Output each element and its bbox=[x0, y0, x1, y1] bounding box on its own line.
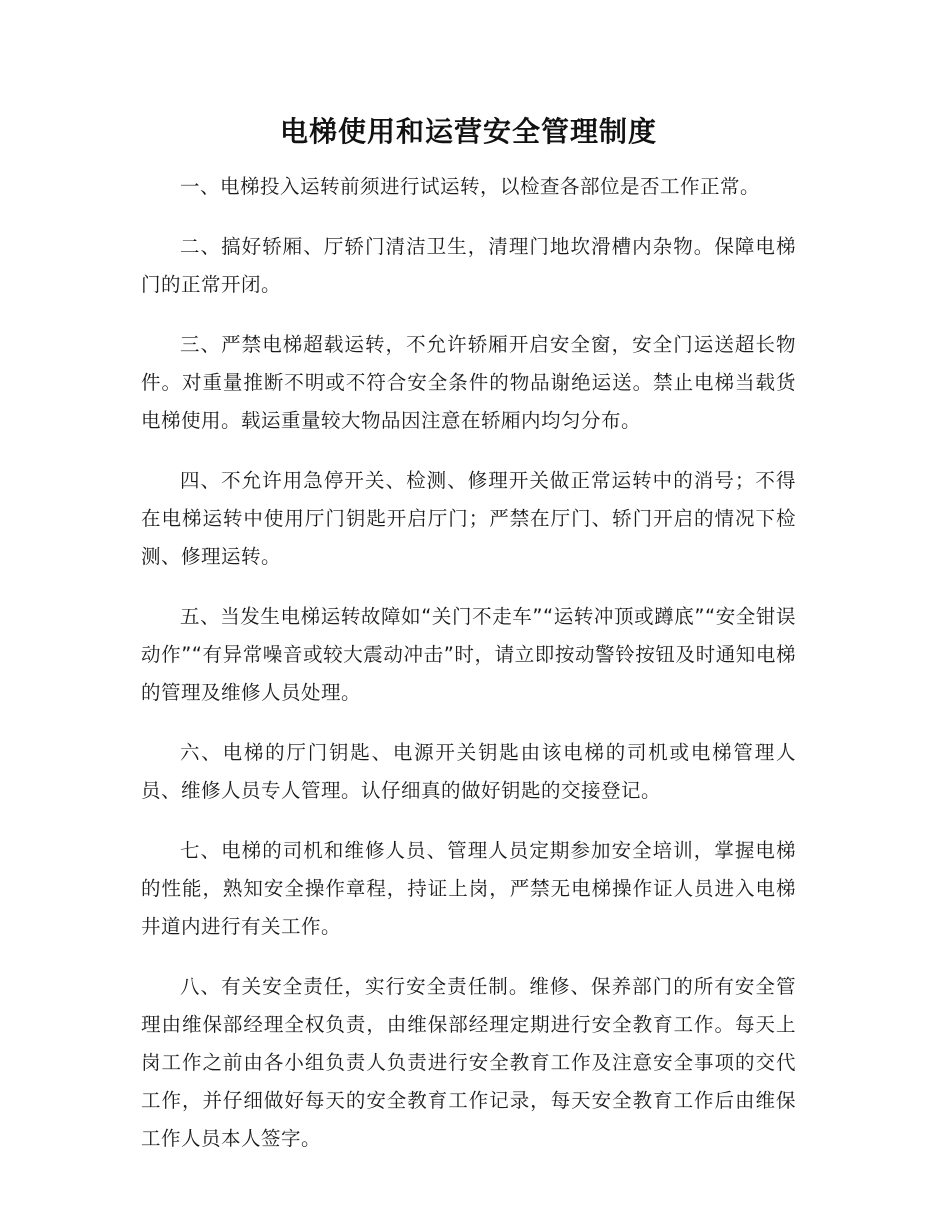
clause-6: 六、电梯的厅门钥匙、电源开关钥匙由该电梯的司机或电梯管理人员、维修人员专人管理。认仔细真的做好钥匙的交接登记。 bbox=[141, 741, 796, 802]
clause-8: 八、有关安全责任，实行安全责任制。维修、保养部门的所有安全管理由维保部经理全权负责，由维保部经理定期进行安全教育工作。每天上岗工作之前由各小组负责人负责进行安全教育工作及注意安全事项的交代工作，并仔细做好每天的安全教育工作记录，每天安全教育工作后由维保工作人员本人签字。 bbox=[141, 975, 796, 1150]
clause-1: 一、电梯投入运转前须进行试运转，以检查各部位是否工作正常。 bbox=[180, 175, 761, 198]
clause-4: 四、不允许用急停开关、检测、修理开关做正常运转中的消号；不得在电梯运转中使用厅门钥匙开启厅门；严禁在厅门、轿门开启的情况下检测、修理运转。 bbox=[141, 469, 796, 568]
clause-7: 七、电梯的司机和维修人员、管理人员定期参加安全培训，掌握电梯的性能，熟知安全操作章程，持证上岗，严禁无电梯操作证人员进入电梯井道内进行有关工作。 bbox=[141, 839, 796, 938]
clause-3: 三、严禁电梯超载运转，不允许轿厢开启安全窗，安全门运送超长物件。对重量推断不明或不符合安全条件的物品谢绝运送。禁止电梯当载货电梯使用。载运重量较大物品因注意在轿厢内均匀分布。 bbox=[141, 333, 796, 432]
document-page bbox=[141, 112, 796, 1180]
clause-5: 五、当发生电梯运转故障如“关门不走车”“运转冲顶或蹲底”“安全钳误动作”“有异常噪音或较大震动冲击”时，请立即按动警铃按钮及时通知电梯的管理及维修人员处理。 bbox=[141, 605, 796, 704]
document-title: 电梯使用和运营安全管理制度 bbox=[279, 115, 657, 148]
clause-2: 二、搞好轿厢、厅轿门清洁卫生，清理门地坎滑槽内杂物。保障电梯门的正常开闭。 bbox=[141, 235, 796, 296]
clause-list bbox=[141, 168, 796, 1158]
